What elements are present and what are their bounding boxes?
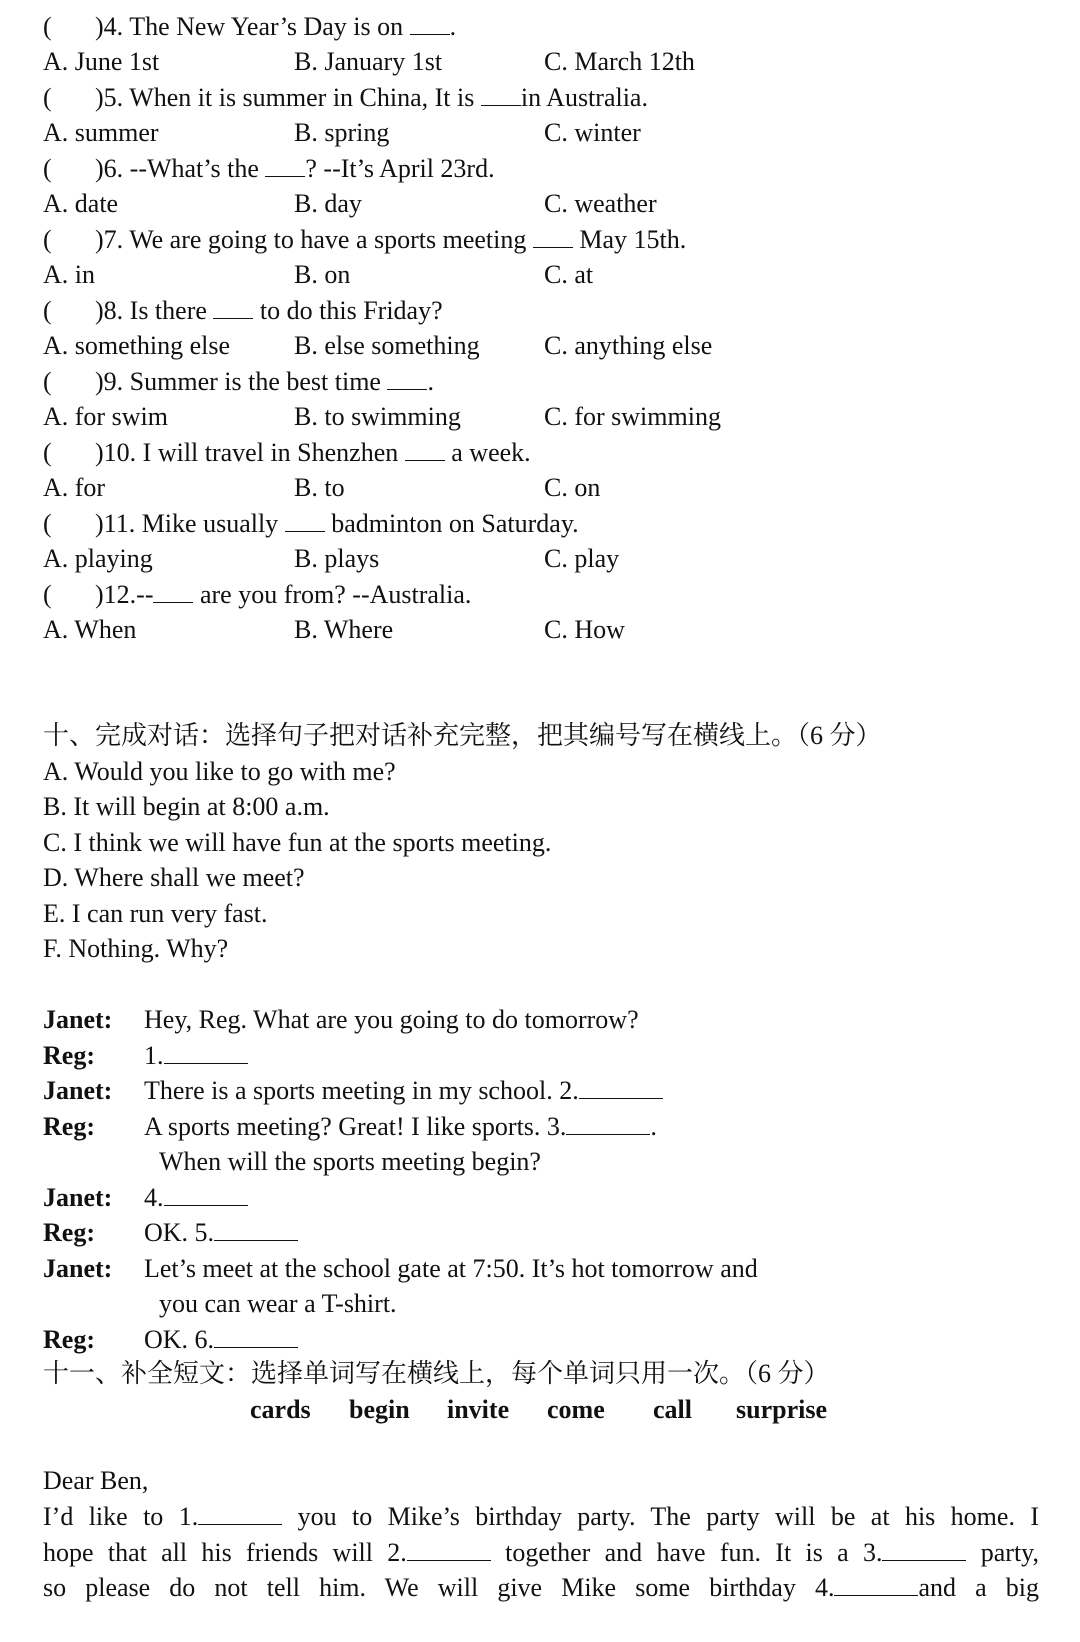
section-10-title: 十、完成对话：选择句子把对话补充完整，把其编号写在横线上。（6 分） bbox=[43, 721, 882, 750]
option-a: A. in bbox=[43, 260, 95, 289]
speaker-janet: Janet: bbox=[43, 1183, 113, 1212]
options-9 bbox=[43, 399, 743, 435]
choice-a: A. Would you like to go with me? bbox=[43, 757, 396, 786]
option-b: B. plays bbox=[294, 544, 380, 573]
option-a: A. date bbox=[43, 189, 119, 218]
answer-paren: ( bbox=[43, 12, 52, 41]
speaker-reg: Reg: bbox=[43, 1041, 95, 1070]
options-12 bbox=[43, 612, 743, 648]
letter-blank-1[interactable] bbox=[198, 1500, 282, 1525]
answer-blank[interactable] bbox=[265, 152, 305, 177]
choice-f: F. Nothing. Why? bbox=[43, 934, 229, 963]
choice-d: D. Where shall we meet? bbox=[43, 863, 305, 892]
question-4: ( )4. The New Year’s Day is on . bbox=[43, 9, 456, 45]
option-c: C. play bbox=[544, 544, 620, 573]
answer-blank[interactable] bbox=[387, 365, 427, 390]
dialogue-line: Reg: 1. bbox=[43, 1038, 1043, 1074]
dialogue-line: When will the sports meeting begin? bbox=[159, 1147, 541, 1176]
answer-blank[interactable] bbox=[285, 507, 325, 532]
dialogue-line: you can wear a T-shirt. bbox=[159, 1289, 397, 1318]
answer-blank[interactable] bbox=[533, 223, 573, 248]
speaker-janet: Janet: bbox=[43, 1254, 113, 1283]
question-6: ( )6. --What’s the ? --It’s April 23rd. bbox=[43, 154, 495, 183]
answer-blank-1[interactable] bbox=[164, 1039, 248, 1064]
choice-c: C. I think we will have fun at the sports meeting. bbox=[43, 828, 552, 857]
section-11-title: 十一、补全短文：选择单词写在横线上，每个单词只用一次。（6 分） bbox=[43, 1359, 830, 1388]
dialogue-line: Reg: OK. 6. bbox=[43, 1322, 1043, 1358]
answer-blank-4[interactable] bbox=[164, 1181, 248, 1206]
option-a: A. for swim bbox=[43, 402, 168, 431]
option-c: C. on bbox=[544, 473, 601, 502]
speaker-reg: Reg: bbox=[43, 1218, 95, 1247]
option-c: C. anything else bbox=[544, 331, 713, 360]
letter-line-2: hope that all his friends will 2. together and have fun. It is a 3. party, bbox=[43, 1538, 1039, 1567]
answer-blank[interactable] bbox=[405, 436, 445, 461]
option-c: C. for swimming bbox=[544, 402, 721, 431]
option-b: B. else something bbox=[294, 331, 480, 360]
option-a: A. playing bbox=[43, 544, 153, 573]
options-4 bbox=[43, 44, 743, 80]
answer-blank[interactable] bbox=[410, 10, 450, 35]
speaker-janet: Janet: bbox=[43, 1005, 113, 1034]
choice-b: B. It will begin at 8:00 a.m. bbox=[43, 792, 330, 821]
option-c: C. March 12th bbox=[544, 47, 695, 76]
option-c: C. at bbox=[544, 260, 594, 289]
letter-line-3: so please do not tell him. We will give Mike some birthday 4. and a big bbox=[43, 1573, 1039, 1602]
word-bank-item: begin bbox=[349, 1395, 410, 1424]
option-b: B. Where bbox=[294, 615, 394, 644]
answer-blank-2[interactable] bbox=[579, 1074, 663, 1099]
letter-blank-3[interactable] bbox=[882, 1536, 966, 1561]
option-b: B. to swimming bbox=[294, 402, 461, 431]
dialogue-line: Reg: A sports meeting? Great! I like sports. 3. . bbox=[43, 1109, 1043, 1145]
choice-e: E. I can run very fast. bbox=[43, 899, 268, 928]
letter-salutation: Dear Ben, bbox=[43, 1466, 149, 1495]
answer-blank-3[interactable] bbox=[566, 1110, 650, 1135]
dialogue-line: Janet: 4. bbox=[43, 1180, 1043, 1216]
option-b: B. on bbox=[294, 260, 351, 289]
word-bank bbox=[43, 1392, 1043, 1428]
dialogue-line: Janet: Let’s meet at the school gate at 7:50. It’s hot tomorrow and bbox=[43, 1251, 1043, 1287]
option-b: B. spring bbox=[294, 118, 390, 147]
question-5: ( )5. When it is summer in China, It is in Australia. bbox=[43, 83, 648, 112]
options-5 bbox=[43, 115, 743, 151]
word-bank-item: surprise bbox=[736, 1395, 827, 1424]
question-7: ( )7. We are going to have a sports meeting May 15th. bbox=[43, 225, 687, 254]
options-8 bbox=[43, 328, 743, 364]
word-bank-item: come bbox=[547, 1395, 605, 1424]
speaker-reg: Reg: bbox=[43, 1112, 95, 1141]
letter-blank-2[interactable] bbox=[407, 1536, 491, 1561]
option-a: A. for bbox=[43, 473, 106, 502]
speaker-janet: Janet: bbox=[43, 1076, 113, 1105]
question-8: ( )8. Is there to do this Friday? bbox=[43, 296, 443, 325]
letter-line-1: I’d like to 1. you to Mike’s birthday party. The party will be at his home. I bbox=[43, 1502, 1039, 1531]
question-11: ( )11. Mike usually badminton on Saturday. bbox=[43, 509, 579, 538]
speaker-reg: Reg: bbox=[43, 1325, 95, 1354]
dialogue-line: Reg: OK. 5. bbox=[43, 1215, 1043, 1251]
question-10: ( )10. I will travel in Shenzhen a week. bbox=[43, 438, 531, 467]
answer-blank[interactable] bbox=[213, 294, 253, 319]
option-b: B. to bbox=[294, 473, 345, 502]
word-bank-item: invite bbox=[447, 1395, 510, 1424]
question-12: ( )12.-- are you from? --Australia. bbox=[43, 580, 472, 609]
answer-blank-5[interactable] bbox=[214, 1216, 298, 1241]
option-a: A. summer bbox=[43, 118, 159, 147]
answer-blank[interactable] bbox=[481, 81, 521, 106]
options-10 bbox=[43, 470, 743, 506]
option-b: B. January 1st bbox=[294, 47, 443, 76]
option-a: A. When bbox=[43, 615, 137, 644]
options-11 bbox=[43, 541, 743, 577]
dialogue-line: Janet: Hey, Reg. What are you going to do tomorrow? bbox=[43, 1002, 1043, 1038]
answer-blank[interactable] bbox=[153, 578, 193, 603]
option-a: A. something else bbox=[43, 331, 231, 360]
option-c: C. weather bbox=[544, 189, 657, 218]
option-c: C. How bbox=[544, 615, 625, 644]
word-bank-item: call bbox=[653, 1395, 692, 1424]
option-a: A. June 1st bbox=[43, 47, 160, 76]
options-6 bbox=[43, 186, 743, 222]
answer-blank-6[interactable] bbox=[214, 1323, 298, 1348]
dialogue-line: Janet: There is a sports meeting in my school. 2. bbox=[43, 1073, 1043, 1109]
word-bank-item: cards bbox=[250, 1395, 311, 1424]
question-9: ( )9. Summer is the best time . bbox=[43, 367, 434, 396]
option-b: B. day bbox=[294, 189, 362, 218]
option-c: C. winter bbox=[544, 118, 641, 147]
letter-blank-4[interactable] bbox=[834, 1571, 918, 1596]
options-7 bbox=[43, 257, 743, 293]
